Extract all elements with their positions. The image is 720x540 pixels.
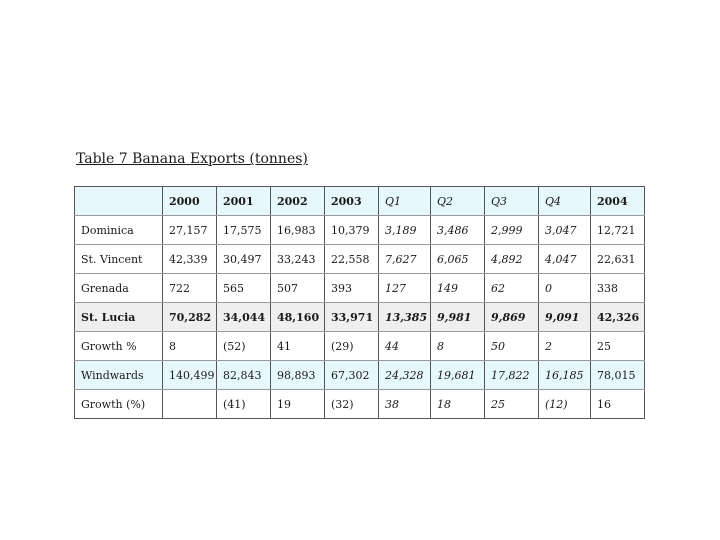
row-label: Windwards <box>75 361 163 390</box>
table-cell: 722 <box>163 274 217 303</box>
table-cell: 16,185 <box>539 361 591 390</box>
table-cell: 67,302 <box>325 361 379 390</box>
header-cell: 2000 <box>163 187 217 216</box>
header-cell <box>75 187 163 216</box>
table-cell: 25 <box>485 390 539 419</box>
table-cell: (32) <box>325 390 379 419</box>
table-row <box>75 245 645 274</box>
table-cell: 3,189 <box>379 216 431 245</box>
table-cell: 18 <box>431 390 485 419</box>
table-cell: 338 <box>591 274 645 303</box>
table-cell: 507 <box>271 274 325 303</box>
table-cell: 2,999 <box>485 216 539 245</box>
table-cell: 25 <box>591 332 645 361</box>
table-cell: 44 <box>379 332 431 361</box>
table-cell: 24,328 <box>379 361 431 390</box>
table-cell: 8 <box>163 332 217 361</box>
table-cell: 19,681 <box>431 361 485 390</box>
header-cell: 2001 <box>217 187 271 216</box>
table-cell: 27,157 <box>163 216 217 245</box>
table-cell: 17,575 <box>217 216 271 245</box>
table-cell: 7,627 <box>379 245 431 274</box>
table-cell: 16 <box>591 390 645 419</box>
row-label: Grenada <box>75 274 163 303</box>
table-cell: 8 <box>431 332 485 361</box>
table-cell: 9,981 <box>431 303 485 332</box>
table-cell: 565 <box>217 274 271 303</box>
table-cell: 12,721 <box>591 216 645 245</box>
table-cell: 3,047 <box>539 216 591 245</box>
table-cell: 42,326 <box>591 303 645 332</box>
row-label: St. Vincent <box>75 245 163 274</box>
table-row <box>75 274 645 303</box>
table-cell: 22,631 <box>591 245 645 274</box>
table-cell: 22,558 <box>325 245 379 274</box>
header-cell: Q3 <box>485 187 539 216</box>
table-row <box>75 361 645 390</box>
table-cell: 9,869 <box>485 303 539 332</box>
table-cell: 78,015 <box>591 361 645 390</box>
row-label: Growth (%) <box>75 390 163 419</box>
table-title: Table 7 Banana Exports (tonnes) <box>76 151 308 167</box>
header-cell: Q4 <box>539 187 591 216</box>
table-cell: 41 <box>271 332 325 361</box>
table-cell: 4,047 <box>539 245 591 274</box>
header-cell: Q2 <box>431 187 485 216</box>
table-cell: 62 <box>485 274 539 303</box>
header-cell: 2004 <box>591 187 645 216</box>
table-row <box>75 216 645 245</box>
table-cell: 4,892 <box>485 245 539 274</box>
table-cell: 149 <box>431 274 485 303</box>
table-cell: 70,282 <box>163 303 217 332</box>
table-cell: (41) <box>217 390 271 419</box>
table-cell: 13,385 <box>379 303 431 332</box>
table-cell: 6,065 <box>431 245 485 274</box>
header-cell: 2002 <box>271 187 325 216</box>
table-cell: (12) <box>539 390 591 419</box>
banana-exports-table <box>74 186 645 419</box>
table-row <box>75 332 645 361</box>
table-cell: 82,843 <box>217 361 271 390</box>
table-cell: 2 <box>539 332 591 361</box>
table-header-row <box>75 187 645 216</box>
table-cell: (29) <box>325 332 379 361</box>
table-cell: 16,983 <box>271 216 325 245</box>
table-cell: 393 <box>325 274 379 303</box>
table-cell: 33,971 <box>325 303 379 332</box>
table-cell: 38 <box>379 390 431 419</box>
table-cell: 48,160 <box>271 303 325 332</box>
table-cell: 50 <box>485 332 539 361</box>
table-cell: 19 <box>271 390 325 419</box>
table-cell: 33,243 <box>271 245 325 274</box>
table-cell: 30,497 <box>217 245 271 274</box>
table-cell: 140,499 <box>163 361 217 390</box>
table-cell: 17,822 <box>485 361 539 390</box>
row-label: St. Lucia <box>75 303 163 332</box>
table-row <box>75 303 645 332</box>
table-row <box>75 390 645 419</box>
table-cell: 34,044 <box>217 303 271 332</box>
table-cell: (52) <box>217 332 271 361</box>
table-cell: 42,339 <box>163 245 217 274</box>
table-cell: 3,486 <box>431 216 485 245</box>
table-cell: 0 <box>539 274 591 303</box>
header-cell: Q1 <box>379 187 431 216</box>
table-cell <box>163 390 217 419</box>
table-cell: 9,091 <box>539 303 591 332</box>
table-cell: 10,379 <box>325 216 379 245</box>
table-cell: 98,893 <box>271 361 325 390</box>
header-cell: 2003 <box>325 187 379 216</box>
row-label: Growth % <box>75 332 163 361</box>
table-cell: 127 <box>379 274 431 303</box>
row-label: Dominica <box>75 216 163 245</box>
